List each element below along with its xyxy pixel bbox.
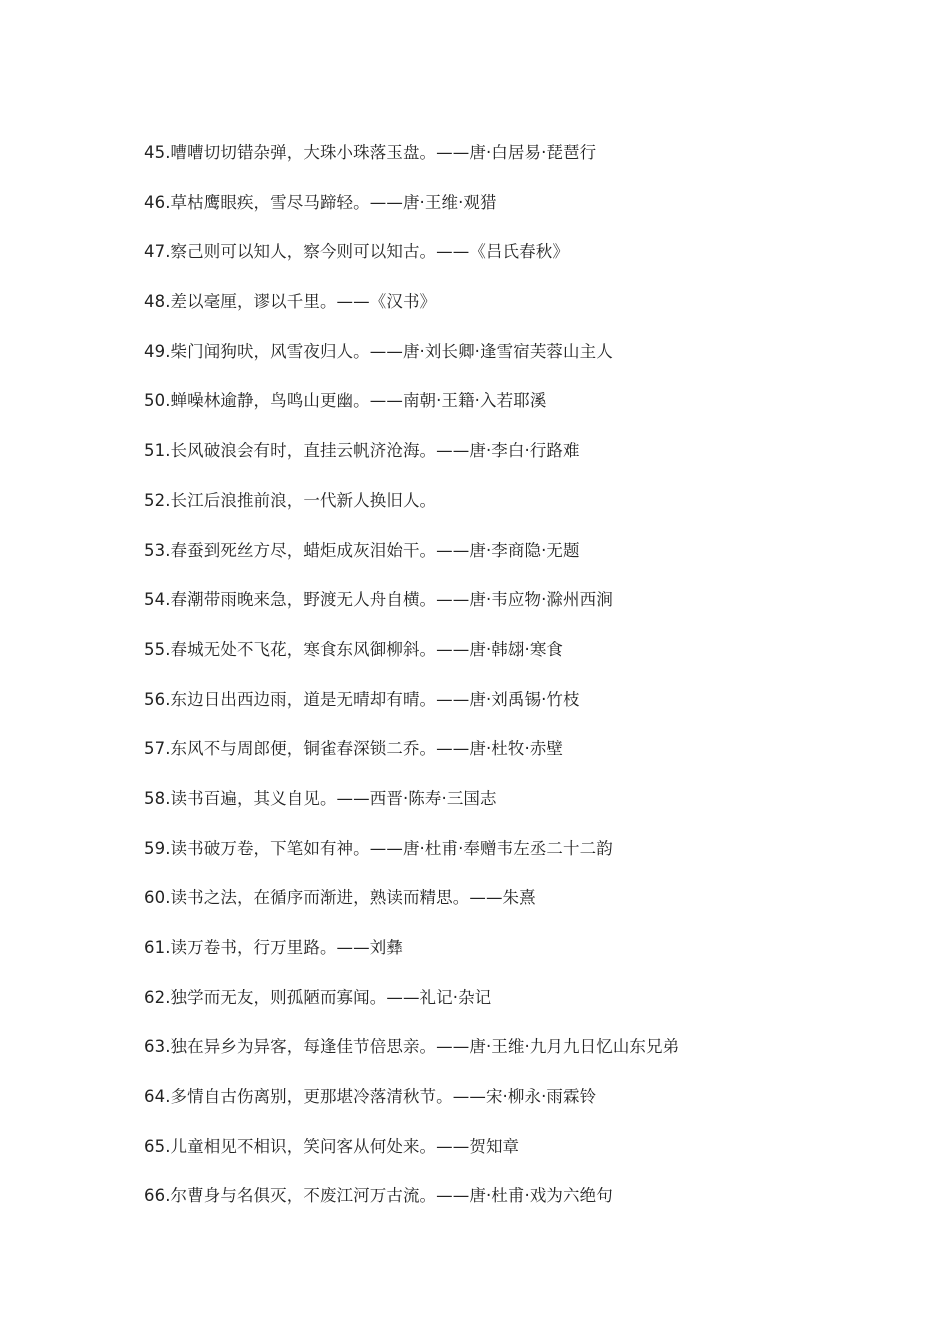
quote-line-62: 62.独学而无友，则孤陋而寡闻。——礼记·杂记 xyxy=(144,987,492,1007)
quote-line-59: 59.读书破万卷，下笔如有神。——唐·杜甫·奉赠韦左丞二十二韵 xyxy=(144,838,613,858)
quote-line-52: 52.长江后浪推前浪，一代新人换旧人。 xyxy=(144,490,437,510)
quote-line-66: 66.尔曹身与名俱灭，不废江河万古流。——唐·杜甫·戏为六绝句 xyxy=(144,1186,613,1206)
quote-line-65: 65.儿童相见不相识，笑问客从何处来。——贺知章 xyxy=(144,1136,520,1156)
quote-line-56: 56.东边日出西边雨，道是无晴却有晴。——唐·刘禹锡·竹枝 xyxy=(144,689,580,709)
quote-line-57: 57.东风不与周郎便，铜雀春深锁二乔。——唐·杜牧·赤壁 xyxy=(144,739,564,759)
quote-list xyxy=(144,140,904,1233)
quote-line-61: 61.读万卷书，行万里路。——刘彝 xyxy=(144,938,403,957)
quote-line-50: 50.蝉噪林逾静，鸟鸣山更幽。——南朝·王籍·入若耶溪 xyxy=(144,391,547,411)
quote-line-49: 49.柴门闻狗吠，风雪夜归人。——唐·刘长卿·逢雪宿芙蓉山主人 xyxy=(144,341,613,361)
quote-line-54: 54.春潮带雨晚来急，野渡无人舟自横。——唐·韦应物·滁州西涧 xyxy=(144,590,613,610)
quote-line-47: 47.察己则可以知人，察今则可以知古。——《吕氏春秋》 xyxy=(144,242,569,262)
quote-line-53: 53.春蚕到死丝方尽，蜡炬成灰泪始干。——唐·李商隐·无题 xyxy=(144,540,580,560)
quote-line-55: 55.春城无处不飞花，寒食东风御柳斜。——唐·韩翃·寒食 xyxy=(144,639,564,659)
quote-line-45: 45.嘈嘈切切错杂弹，大珠小珠落玉盘。——唐·白居易·琵琶行 xyxy=(144,143,597,162)
quote-line-58: 58.读书百遍，其义自见。——西晋·陈寿·三国志 xyxy=(144,788,497,808)
quote-line-63: 63.独在异乡为异客，每逢佳节倍思亲。——唐·王维·九月九日忆山东兄弟 xyxy=(144,1037,680,1057)
quote-line-48: 48.差以毫厘，谬以千里。——《汉书》 xyxy=(144,292,437,312)
quote-line-46: 46.草枯鹰眼疾，雪尽马蹄轻。——唐·王维·观猎 xyxy=(144,192,497,212)
quote-line-60: 60.读书之法，在循序而渐进，熟读而精思。——朱熹 xyxy=(144,888,536,908)
quote-line-64: 64.多情自古伤离别，更那堪冷落清秋节。——宋·柳永·雨霖铃 xyxy=(144,1087,597,1107)
quote-line-51: 51.长风破浪会有时，直挂云帆济沧海。——唐·李白·行路难 xyxy=(144,441,580,461)
